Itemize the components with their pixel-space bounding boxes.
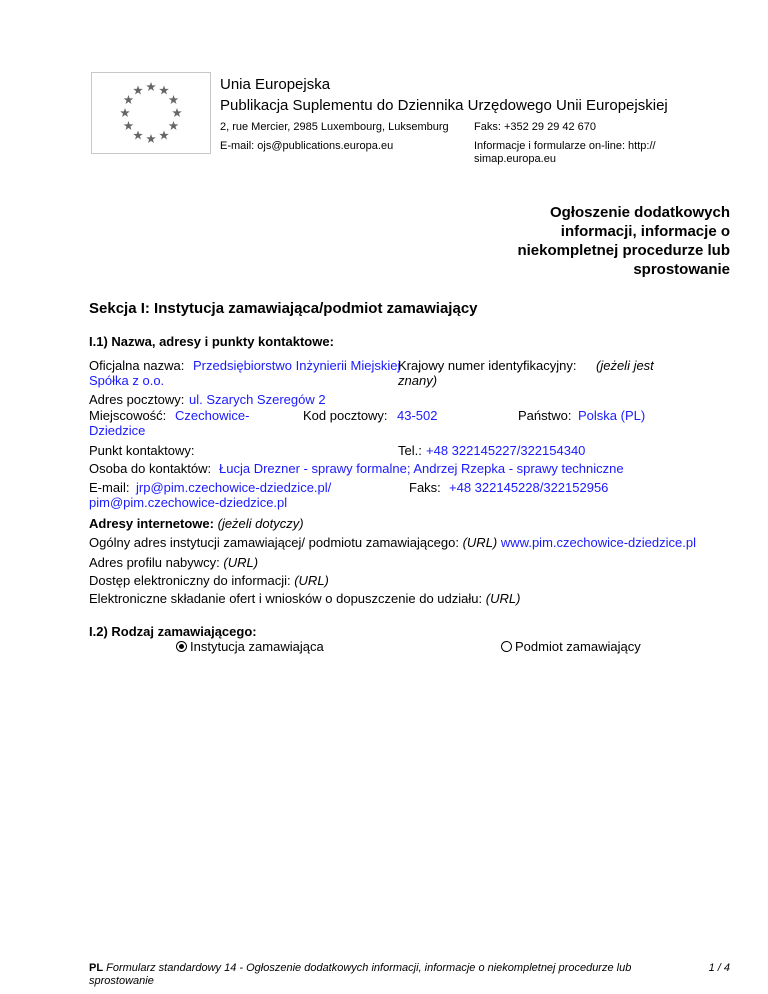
country-value: Polska (PL)	[578, 408, 646, 423]
country-label: Państwo:	[518, 408, 572, 423]
star-icon	[124, 95, 134, 104]
online-info-line2: simap.europa.eu	[474, 153, 556, 165]
star-icon	[159, 85, 169, 94]
town-label: Miejscowość:	[89, 408, 167, 423]
national-id-label: Krajowy numer identyfikacyjny:	[398, 358, 577, 373]
postcode-label: Kod pocztowy:	[303, 408, 388, 423]
buyer-profile-label: Adres profilu nabywcy:	[89, 555, 220, 570]
electronic-submission-row	[89, 591, 520, 606]
footer-form-line2: sprostowanie	[89, 975, 154, 987]
url-tag: (URL)	[462, 535, 498, 550]
fax-label: Faks:	[409, 480, 441, 495]
internet-addresses-heading	[89, 516, 304, 531]
contact-person-label: Osoba do kontaktów:	[89, 461, 212, 476]
eu-flag-logo	[91, 72, 211, 154]
publisher-fax: Faks: +352 29 29 42 670	[474, 121, 597, 133]
official-name-value: Przedsiębiorstwo Inżynierii Miejskiej	[193, 358, 401, 373]
email-value-cont[interactable]: pim@pim.czechowice-dziedzice.pl	[89, 495, 288, 510]
electronic-access-label: Dostęp elektroniczny do informacji:	[89, 573, 291, 588]
official-name-label: Oficjalna nazwa:	[89, 358, 185, 373]
section-heading: Sekcja I: Instytucja zamawiająca/podmiot zamawiający	[89, 300, 478, 317]
subsection-heading: I.1) Nazwa, adresy i punkty kontaktowe:	[89, 334, 334, 349]
official-name-value-cont: Spółka z o.o.	[89, 373, 165, 388]
star-icon	[120, 108, 130, 117]
internet-heading-text: Adresy internetowe:	[89, 516, 214, 531]
email-value[interactable]: jrp@pim.czechowice-dziedzice.pl/	[136, 480, 332, 495]
tel-label: Tel.:	[398, 443, 422, 458]
star-icon	[124, 121, 134, 130]
fax-value: +48 322145228/322152956	[449, 480, 609, 495]
star-icon	[133, 131, 143, 140]
document-title	[517, 203, 730, 279]
online-info-line1: Informacje i formularze on-line: http://	[474, 140, 656, 152]
general-address-label: Ogólny adres instytucji zamawiającej/ podmiotu zamawiającego:	[89, 535, 459, 550]
national-id-note: (jeżeli jest	[596, 358, 654, 373]
title-line: Ogłoszenie dodatkowych	[549, 204, 730, 221]
radio-checked-icon[interactable]	[176, 641, 187, 652]
general-address-row	[89, 535, 696, 550]
page-number: 1 / 4	[708, 962, 730, 974]
star-icon	[133, 85, 143, 94]
contact-person-value: Łucja Drezner - sprawy formalne; Andrzej Rzepka - sprawy techniczne	[219, 461, 624, 476]
publisher-email: E-mail: ojs@publications.europa.eu	[220, 140, 394, 152]
radio-authority-label: Instytucja zamawiająca	[190, 639, 324, 654]
publisher-address: 2, rue Mercier, 2985 Luxembourg, Luksemburg	[220, 121, 449, 133]
star-icon	[146, 134, 156, 143]
postal-address-label: Adres pocztowy:	[89, 392, 185, 407]
org-name: Unia Europejska	[220, 76, 331, 93]
internet-heading-note: (jeżeli dotyczy)	[217, 516, 304, 531]
postcode-value: 43-502	[397, 408, 438, 423]
footer-lang: PL	[89, 962, 104, 974]
title-line: niekompletnej procedurze lub	[517, 242, 730, 259]
footer-form-line1: Formularz standardowy 14 - Ogłoszenie dodatkowych informacji, informacje o niekompletnej procedurze lub	[106, 962, 632, 974]
title-line: informacji, informacje o	[560, 223, 730, 240]
email-label: E-mail:	[89, 480, 130, 495]
url-tag: (URL)	[485, 591, 521, 606]
buyer-profile-row	[89, 555, 258, 570]
electronic-submission-label: Elektroniczne składanie ofert i wniosków o dopuszczenie do udziału:	[89, 591, 483, 606]
radio-authority[interactable]	[176, 639, 324, 654]
electronic-access-row	[89, 573, 329, 588]
publication-title: Publikacja Suplementu do Dziennika Urzędowego Unii Europejskiej	[220, 97, 668, 114]
url-tag: (URL)	[294, 573, 329, 588]
star-icon	[169, 121, 179, 130]
postal-address-value: ul. Szarych Szeregów 2	[189, 392, 326, 407]
general-address-link[interactable]: www.pim.czechowice-dziedzice.pl	[500, 535, 696, 550]
url-tag: (URL)	[223, 555, 259, 570]
star-icon	[172, 108, 182, 117]
star-icon	[146, 82, 156, 91]
radio-unchecked-icon[interactable]	[501, 641, 512, 652]
town-value: Czechowice-	[175, 408, 250, 423]
star-icon	[169, 95, 179, 104]
star-icon	[159, 131, 169, 140]
national-id-note-cont: znany)	[398, 373, 438, 388]
contact-point-label: Punkt kontaktowy:	[89, 443, 195, 458]
title-line: sprostowanie	[633, 261, 730, 278]
radio-entity[interactable]	[501, 639, 641, 654]
footer-form-name	[89, 962, 689, 988]
town-value-cont: Dziedzice	[89, 423, 146, 438]
radio-entity-label: Podmiot zamawiający	[515, 639, 641, 654]
subsection-heading: I.2) Rodzaj zamawiającego:	[89, 624, 257, 639]
eu-stars-icon	[92, 73, 210, 153]
tel-value: +48 322145227/322154340	[426, 443, 586, 458]
